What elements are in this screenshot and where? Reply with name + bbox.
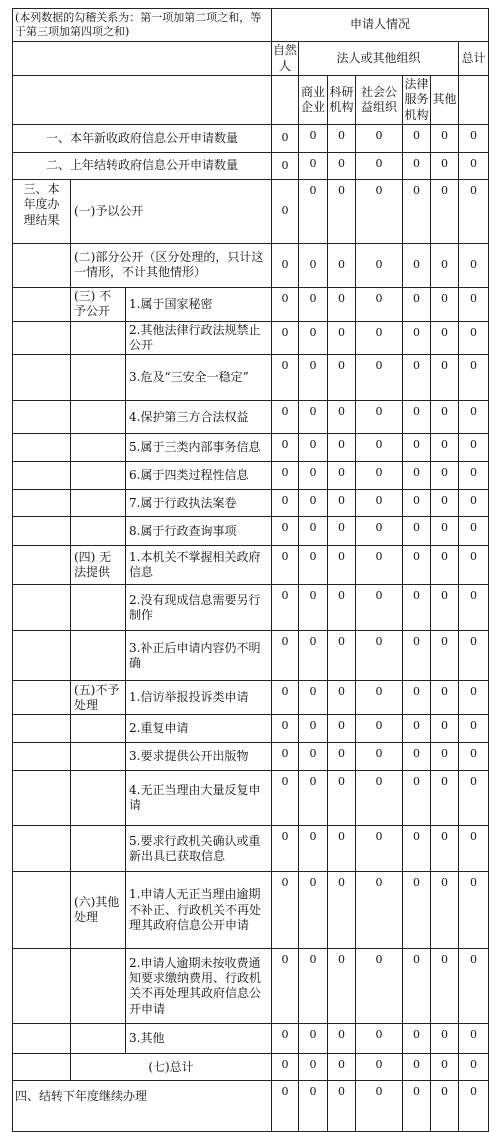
item-label: 2.重复申请 bbox=[126, 715, 272, 743]
value-other: 0 bbox=[431, 355, 459, 401]
value-legal-service-org: 0 bbox=[403, 1054, 431, 1081]
value-research-institution: 0 bbox=[328, 355, 356, 401]
blank-cell bbox=[13, 585, 71, 631]
value-legal-service-org: 0 bbox=[403, 949, 431, 1024]
value-social-welfare-org: 0 bbox=[356, 949, 403, 1024]
value-social-welfare-org: 0 bbox=[356, 179, 403, 243]
table-row bbox=[13, 243, 489, 287]
value-social-welfare-org: 0 bbox=[356, 287, 403, 321]
disclosure-statistics-table bbox=[12, 8, 489, 1132]
blank-cell bbox=[71, 771, 126, 826]
blank-cell bbox=[13, 872, 71, 949]
value-natural-person: 0 bbox=[272, 949, 299, 1024]
value-social-welfare-org: 0 bbox=[356, 826, 403, 872]
item-label: 3.其他 bbox=[126, 1024, 272, 1054]
blank-cell bbox=[71, 1024, 126, 1054]
value-total: 0 bbox=[459, 179, 489, 243]
table-row bbox=[13, 771, 489, 826]
value-research-institution: 0 bbox=[328, 434, 356, 462]
blank-cell bbox=[71, 462, 126, 490]
value-other: 0 bbox=[431, 462, 459, 490]
value-commercial-enterprise: 0 bbox=[299, 1081, 328, 1132]
value-other: 0 bbox=[431, 681, 459, 715]
value-total: 0 bbox=[459, 771, 489, 826]
value-research-institution: 0 bbox=[328, 490, 356, 517]
value-social-welfare-org: 0 bbox=[356, 490, 403, 517]
value-natural-person: 0 bbox=[272, 546, 299, 585]
table-row bbox=[13, 124, 489, 152]
value-other: 0 bbox=[431, 321, 459, 355]
value-legal-service-org: 0 bbox=[403, 321, 431, 355]
value-social-welfare-org: 0 bbox=[356, 715, 403, 743]
value-total: 0 bbox=[459, 546, 489, 585]
value-commercial-enterprise: 0 bbox=[299, 401, 328, 434]
value-research-institution: 0 bbox=[328, 949, 356, 1024]
table-body bbox=[13, 124, 489, 1131]
blank-cell bbox=[71, 517, 126, 546]
value-natural-person: 0 bbox=[272, 287, 299, 321]
value-research-institution: 0 bbox=[328, 243, 356, 287]
value-social-welfare-org: 0 bbox=[356, 546, 403, 585]
header-blank-cell bbox=[459, 75, 489, 124]
value-natural-person: 0 bbox=[272, 872, 299, 949]
value-commercial-enterprise: 0 bbox=[299, 321, 328, 355]
value-natural-person: 0 bbox=[272, 179, 299, 243]
value-commercial-enterprise: 0 bbox=[299, 462, 328, 490]
value-commercial-enterprise: 0 bbox=[299, 124, 328, 152]
table-row bbox=[13, 462, 489, 490]
value-natural-person: 0 bbox=[272, 462, 299, 490]
table-row bbox=[13, 826, 489, 872]
table-row bbox=[13, 321, 489, 355]
value-legal-service-org: 0 bbox=[403, 771, 431, 826]
value-commercial-enterprise: 0 bbox=[299, 287, 328, 321]
blank-cell bbox=[71, 434, 126, 462]
item-label: 5.要求行政机关确认或重新出具已获取信息 bbox=[126, 826, 272, 872]
legal-service-org-header: 法律服务机构 bbox=[403, 75, 431, 124]
value-commercial-enterprise: 0 bbox=[299, 826, 328, 872]
value-legal-service-org: 0 bbox=[403, 546, 431, 585]
value-other: 0 bbox=[431, 1054, 459, 1081]
value-total: 0 bbox=[459, 321, 489, 355]
value-other: 0 bbox=[431, 401, 459, 434]
value-commercial-enterprise: 0 bbox=[299, 1054, 328, 1081]
item-label: 2.其他法律行政法规禁止公开 bbox=[126, 321, 272, 355]
value-social-welfare-org: 0 bbox=[356, 517, 403, 546]
item-label: 8.属于行政查询事项 bbox=[126, 517, 272, 546]
value-research-institution: 0 bbox=[328, 321, 356, 355]
value-social-welfare-org: 0 bbox=[356, 771, 403, 826]
blank-cell bbox=[13, 462, 71, 490]
value-social-welfare-org: 0 bbox=[356, 401, 403, 434]
blank-cell bbox=[13, 826, 71, 872]
value-total: 0 bbox=[459, 462, 489, 490]
value-total: 0 bbox=[459, 355, 489, 401]
value-research-institution: 0 bbox=[328, 1024, 356, 1054]
table-row bbox=[13, 401, 489, 434]
blank-cell bbox=[13, 434, 71, 462]
header-blank-cell bbox=[272, 75, 299, 124]
value-other: 0 bbox=[431, 872, 459, 949]
value-research-institution: 0 bbox=[328, 124, 356, 152]
value-total: 0 bbox=[459, 715, 489, 743]
value-other: 0 bbox=[431, 179, 459, 243]
value-total: 0 bbox=[459, 287, 489, 321]
value-total: 0 bbox=[459, 949, 489, 1024]
value-legal-service-org: 0 bbox=[403, 631, 431, 681]
value-social-welfare-org: 0 bbox=[356, 434, 403, 462]
value-natural-person: 0 bbox=[272, 681, 299, 715]
value-natural-person: 0 bbox=[272, 1081, 299, 1132]
blank-cell bbox=[71, 826, 126, 872]
row-label: (二)部分公开（区分处理的，只计这一情形，不计其他情形） bbox=[71, 243, 272, 287]
value-social-welfare-org: 0 bbox=[356, 152, 403, 179]
table-row bbox=[13, 1081, 489, 1132]
value-total: 0 bbox=[459, 434, 489, 462]
blank-cell bbox=[71, 355, 126, 401]
value-research-institution: 0 bbox=[328, 585, 356, 631]
table-row bbox=[13, 743, 489, 771]
value-commercial-enterprise: 0 bbox=[299, 517, 328, 546]
value-natural-person: 0 bbox=[272, 771, 299, 826]
value-legal-service-org: 0 bbox=[403, 490, 431, 517]
group-label: (五)不予处理 bbox=[71, 681, 126, 715]
value-commercial-enterprise: 0 bbox=[299, 355, 328, 401]
value-natural-person: 0 bbox=[272, 743, 299, 771]
value-commercial-enterprise: 0 bbox=[299, 490, 328, 517]
value-social-welfare-org: 0 bbox=[356, 1054, 403, 1081]
table-header bbox=[13, 9, 489, 125]
value-other: 0 bbox=[431, 743, 459, 771]
blank-cell bbox=[13, 1054, 71, 1081]
value-natural-person: 0 bbox=[272, 585, 299, 631]
value-natural-person: 0 bbox=[272, 355, 299, 401]
table-row bbox=[13, 1024, 489, 1054]
blank-cell bbox=[71, 401, 126, 434]
header-row bbox=[13, 42, 489, 76]
blank-cell bbox=[71, 631, 126, 681]
value-other: 0 bbox=[431, 1024, 459, 1054]
value-social-welfare-org: 0 bbox=[356, 585, 403, 631]
value-legal-service-org: 0 bbox=[403, 462, 431, 490]
value-total: 0 bbox=[459, 743, 489, 771]
value-other: 0 bbox=[431, 1081, 459, 1132]
blank-cell bbox=[13, 321, 71, 355]
header-blank-cell bbox=[13, 42, 272, 76]
item-label: 4.无正当理由大量反复申请 bbox=[126, 771, 272, 826]
value-total: 0 bbox=[459, 490, 489, 517]
value-total: 0 bbox=[459, 152, 489, 179]
other-org-header: 其他 bbox=[431, 75, 459, 124]
value-legal-service-org: 0 bbox=[403, 585, 431, 631]
blank-cell bbox=[13, 949, 71, 1024]
table-note: (本列数据的勾稽关系为：第一项加第二项之和，等于第三项加第四项之和) bbox=[13, 9, 272, 42]
table-row bbox=[13, 631, 489, 681]
item-label: 2.没有现成信息需要另行制作 bbox=[126, 585, 272, 631]
blank-cell bbox=[13, 743, 71, 771]
value-natural-person: 0 bbox=[272, 715, 299, 743]
table-row bbox=[13, 546, 489, 585]
value-total: 0 bbox=[459, 585, 489, 631]
item-label: 3.要求提供公开出版物 bbox=[126, 743, 272, 771]
group-label: (六)其他处理 bbox=[71, 872, 126, 949]
item-label: 1.信访举报投诉类申请 bbox=[126, 681, 272, 715]
value-natural-person: 0 bbox=[272, 434, 299, 462]
value-legal-service-org: 0 bbox=[403, 872, 431, 949]
table-row bbox=[13, 490, 489, 517]
table-row bbox=[13, 872, 489, 949]
table-row bbox=[13, 715, 489, 743]
value-total: 0 bbox=[459, 826, 489, 872]
item-label: 1.属于国家秘密 bbox=[126, 287, 272, 321]
value-natural-person: 0 bbox=[272, 321, 299, 355]
value-social-welfare-org: 0 bbox=[356, 1024, 403, 1054]
table-row bbox=[13, 287, 489, 321]
value-commercial-enterprise: 0 bbox=[299, 243, 328, 287]
value-total: 0 bbox=[459, 1024, 489, 1054]
value-other: 0 bbox=[431, 826, 459, 872]
blank-cell bbox=[13, 401, 71, 434]
value-social-welfare-org: 0 bbox=[356, 743, 403, 771]
header-blank-cell bbox=[13, 75, 272, 124]
blank-cell bbox=[13, 546, 71, 585]
value-other: 0 bbox=[431, 771, 459, 826]
item-label: 4.保护第三方合法权益 bbox=[126, 401, 272, 434]
value-legal-service-org: 0 bbox=[403, 179, 431, 243]
value-research-institution: 0 bbox=[328, 152, 356, 179]
value-natural-person: 0 bbox=[272, 517, 299, 546]
results-section-label: 三、本年度办理结果 bbox=[13, 179, 71, 243]
blank-cell bbox=[13, 355, 71, 401]
value-natural-person: 0 bbox=[272, 401, 299, 434]
research-institution-header: 科研机构 bbox=[328, 75, 356, 124]
value-legal-service-org: 0 bbox=[403, 152, 431, 179]
group-label: (四) 无法提供 bbox=[71, 546, 126, 585]
blank-cell bbox=[13, 715, 71, 743]
value-social-welfare-org: 0 bbox=[356, 631, 403, 681]
value-other: 0 bbox=[431, 243, 459, 287]
value-social-welfare-org: 0 bbox=[356, 355, 403, 401]
value-legal-service-org: 0 bbox=[403, 434, 431, 462]
item-label: 3.补正后申请内容仍不明确 bbox=[126, 631, 272, 681]
blank-cell bbox=[71, 949, 126, 1024]
value-commercial-enterprise: 0 bbox=[299, 949, 328, 1024]
value-research-institution: 0 bbox=[328, 401, 356, 434]
value-legal-service-org: 0 bbox=[403, 243, 431, 287]
value-commercial-enterprise: 0 bbox=[299, 743, 328, 771]
value-social-welfare-org: 0 bbox=[356, 872, 403, 949]
value-research-institution: 0 bbox=[328, 681, 356, 715]
value-research-institution: 0 bbox=[328, 1081, 356, 1132]
value-research-institution: 0 bbox=[328, 826, 356, 872]
value-legal-service-org: 0 bbox=[403, 287, 431, 321]
value-commercial-enterprise: 0 bbox=[299, 152, 328, 179]
table-row bbox=[13, 152, 489, 179]
value-research-institution: 0 bbox=[328, 771, 356, 826]
value-other: 0 bbox=[431, 949, 459, 1024]
blank-cell bbox=[13, 1024, 71, 1054]
value-other: 0 bbox=[431, 152, 459, 179]
value-natural-person: 0 bbox=[272, 152, 299, 179]
commercial-enterprise-header: 商业企业 bbox=[299, 75, 328, 124]
row-label: 四、结转下年度继续办理 bbox=[13, 1081, 272, 1132]
blank-cell bbox=[13, 517, 71, 546]
value-legal-service-org: 0 bbox=[403, 1024, 431, 1054]
value-total: 0 bbox=[459, 1081, 489, 1132]
value-other: 0 bbox=[431, 124, 459, 152]
value-total: 0 bbox=[459, 681, 489, 715]
value-commercial-enterprise: 0 bbox=[299, 585, 328, 631]
blank-cell bbox=[13, 490, 71, 517]
value-legal-service-org: 0 bbox=[403, 715, 431, 743]
value-other: 0 bbox=[431, 490, 459, 517]
value-natural-person: 0 bbox=[272, 490, 299, 517]
item-label: 2.申请人逾期未按收费通知要求缴纳费用、行政机关不再处理其政府信息公开申请 bbox=[126, 949, 272, 1024]
natural-person-header: 自然人 bbox=[272, 42, 299, 76]
value-other: 0 bbox=[431, 434, 459, 462]
value-research-institution: 0 bbox=[328, 631, 356, 681]
value-legal-service-org: 0 bbox=[403, 124, 431, 152]
value-commercial-enterprise: 0 bbox=[299, 715, 328, 743]
value-social-welfare-org: 0 bbox=[356, 124, 403, 152]
value-legal-service-org: 0 bbox=[403, 401, 431, 434]
value-other: 0 bbox=[431, 585, 459, 631]
value-commercial-enterprise: 0 bbox=[299, 681, 328, 715]
value-total: 0 bbox=[459, 124, 489, 152]
row-label: 一、本年新收政府信息公开申请数量 bbox=[13, 124, 272, 152]
value-research-institution: 0 bbox=[328, 1054, 356, 1081]
value-commercial-enterprise: 0 bbox=[299, 1024, 328, 1054]
total-header: 总计 bbox=[459, 42, 489, 76]
blank-cell bbox=[13, 771, 71, 826]
value-total: 0 bbox=[459, 872, 489, 949]
table-row bbox=[13, 681, 489, 715]
value-natural-person: 0 bbox=[272, 1024, 299, 1054]
row-label: 二、上年结转政府信息公开申请数量 bbox=[13, 152, 272, 179]
value-social-welfare-org: 0 bbox=[356, 462, 403, 490]
blank-cell bbox=[13, 287, 71, 321]
total-label: (七)总计 bbox=[71, 1054, 272, 1081]
item-label: 6.属于四类过程性信息 bbox=[126, 462, 272, 490]
value-social-welfare-org: 0 bbox=[356, 1081, 403, 1132]
value-legal-service-org: 0 bbox=[403, 681, 431, 715]
value-other: 0 bbox=[431, 715, 459, 743]
item-label: 5.属于三类内部事务信息 bbox=[126, 434, 272, 462]
value-social-welfare-org: 0 bbox=[356, 681, 403, 715]
blank-cell bbox=[13, 243, 71, 287]
applicant-situation-header: 申请人情况 bbox=[272, 9, 489, 42]
value-legal-service-org: 0 bbox=[403, 1081, 431, 1132]
item-label: 1.本机关不掌握相关政府信息 bbox=[126, 546, 272, 585]
value-research-institution: 0 bbox=[328, 517, 356, 546]
blank-cell bbox=[71, 715, 126, 743]
value-other: 0 bbox=[431, 546, 459, 585]
table-row bbox=[13, 355, 489, 401]
value-total: 0 bbox=[459, 243, 489, 287]
value-commercial-enterprise: 0 bbox=[299, 771, 328, 826]
value-commercial-enterprise: 0 bbox=[299, 434, 328, 462]
value-commercial-enterprise: 0 bbox=[299, 546, 328, 585]
value-research-institution: 0 bbox=[328, 546, 356, 585]
value-total: 0 bbox=[459, 517, 489, 546]
table-row bbox=[13, 1054, 489, 1081]
item-label: 3.危及“三安全一稳定” bbox=[126, 355, 272, 401]
blank-cell bbox=[71, 743, 126, 771]
item-label: 1.申请人无正当理由逾期不补正、行政机关不再处理其政府信息公开申请 bbox=[126, 872, 272, 949]
value-legal-service-org: 0 bbox=[403, 517, 431, 546]
blank-cell bbox=[71, 585, 126, 631]
value-natural-person: 0 bbox=[272, 243, 299, 287]
blank-cell bbox=[71, 490, 126, 517]
value-research-institution: 0 bbox=[328, 179, 356, 243]
item-label: 7.属于行政执法案卷 bbox=[126, 490, 272, 517]
row-label: (一)予以公开 bbox=[71, 179, 272, 243]
value-research-institution: 0 bbox=[328, 287, 356, 321]
value-social-welfare-org: 0 bbox=[356, 321, 403, 355]
value-legal-service-org: 0 bbox=[403, 355, 431, 401]
social-welfare-org-header: 社会公益组织 bbox=[356, 75, 403, 124]
header-row bbox=[13, 9, 489, 42]
value-legal-service-org: 0 bbox=[403, 743, 431, 771]
value-legal-service-org: 0 bbox=[403, 826, 431, 872]
blank-cell bbox=[71, 321, 126, 355]
table-row bbox=[13, 585, 489, 631]
group-label: (三) 不予公开 bbox=[71, 287, 126, 321]
value-research-institution: 0 bbox=[328, 462, 356, 490]
value-natural-person: 0 bbox=[272, 826, 299, 872]
header-row bbox=[13, 75, 489, 124]
value-commercial-enterprise: 0 bbox=[299, 179, 328, 243]
value-research-institution: 0 bbox=[328, 872, 356, 949]
value-total: 0 bbox=[459, 401, 489, 434]
blank-cell bbox=[13, 631, 71, 681]
value-total: 0 bbox=[459, 1054, 489, 1081]
value-other: 0 bbox=[431, 631, 459, 681]
table-row bbox=[13, 517, 489, 546]
table-row bbox=[13, 949, 489, 1024]
blank-cell bbox=[13, 681, 71, 715]
value-natural-person: 0 bbox=[272, 1054, 299, 1081]
value-natural-person: 0 bbox=[272, 124, 299, 152]
value-commercial-enterprise: 0 bbox=[299, 631, 328, 681]
value-commercial-enterprise: 0 bbox=[299, 872, 328, 949]
value-research-institution: 0 bbox=[328, 743, 356, 771]
table-row bbox=[13, 434, 489, 462]
value-research-institution: 0 bbox=[328, 715, 356, 743]
value-total: 0 bbox=[459, 631, 489, 681]
value-other: 0 bbox=[431, 517, 459, 546]
legal-or-other-org-header: 法人或其他组织 bbox=[299, 42, 459, 76]
value-other: 0 bbox=[431, 287, 459, 321]
value-natural-person: 0 bbox=[272, 631, 299, 681]
value-social-welfare-org: 0 bbox=[356, 243, 403, 287]
table-row bbox=[13, 179, 489, 243]
